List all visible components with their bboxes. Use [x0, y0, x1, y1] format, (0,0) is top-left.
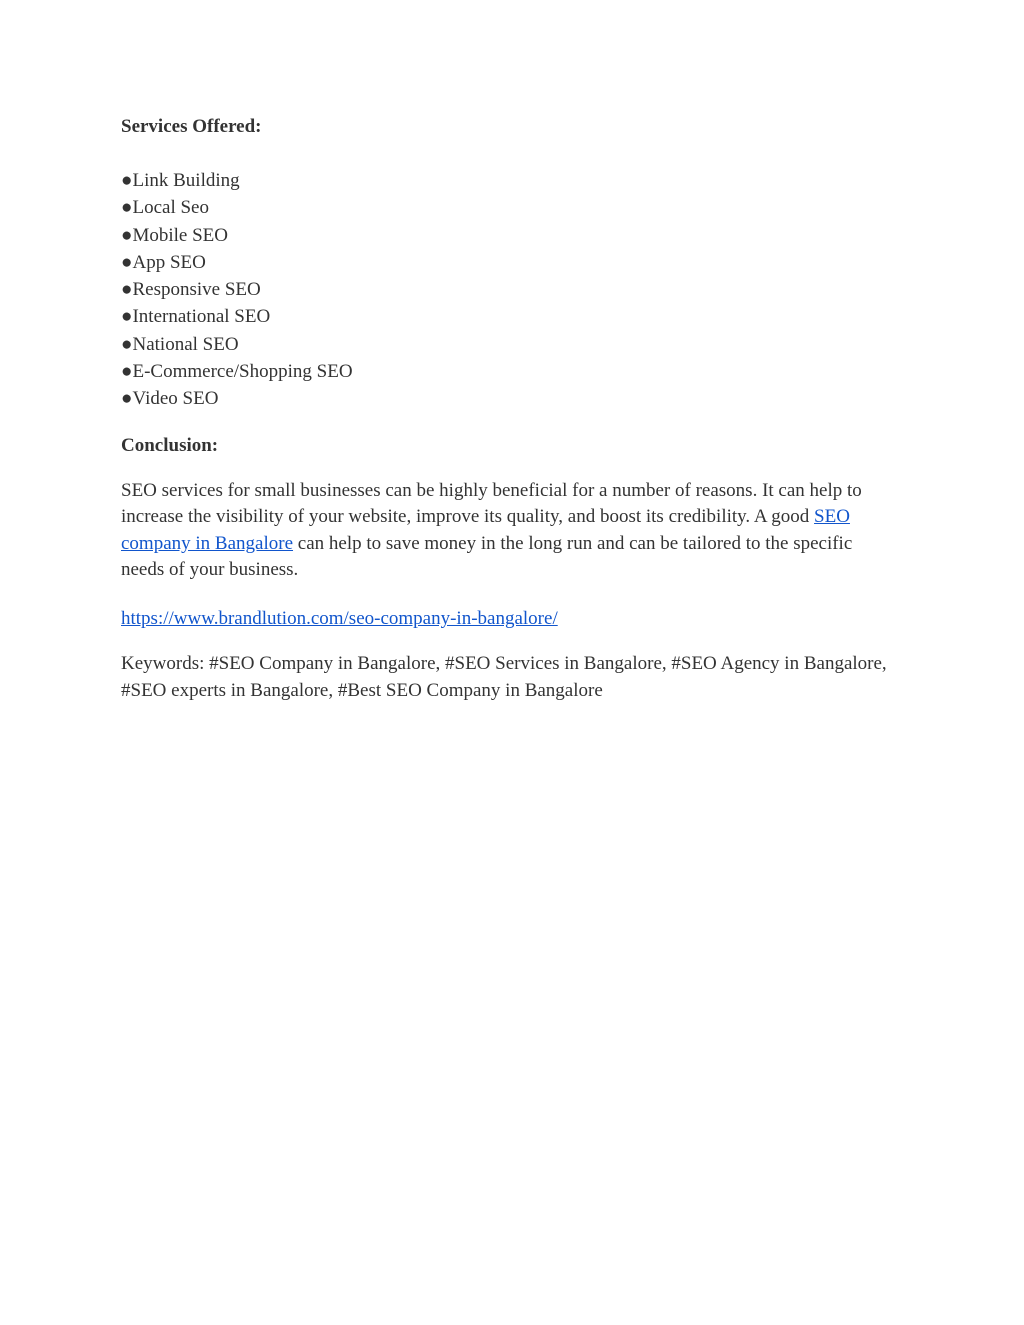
- bullet: ●: [121, 361, 133, 383]
- services-list: [121, 167, 901, 413]
- service-item-label: E-Commerce/Shopping SEO: [132, 361, 353, 383]
- keywords-paragraph: Keywords: #SEO Company in Bangalore, #SEO Services in Bangalore, #SEO Agency in Bangalore, #SEO experts in Bangalore, #Best SEO Company in Bangalore: [121, 653, 887, 701]
- list-item: [121, 249, 901, 276]
- bullet: ●: [121, 224, 133, 246]
- service-item-label: Mobile SEO: [132, 224, 229, 246]
- services-heading: Services Offered:: [121, 116, 262, 137]
- list-item: [121, 167, 901, 194]
- conclusion-heading: Conclusion:: [121, 434, 219, 456]
- company-in-bangalore-link[interactable]: company in Bangalore: [121, 532, 294, 554]
- seo-link[interactable]: SEO: [814, 506, 850, 528]
- conclusion-text-start: SEO services for small businesses can be highly beneficial for a number of reasons. It can help to increase the visibility of your website, improve its quality, and boost its credibility. A good: [121, 479, 862, 528]
- service-item-label: National SEO: [132, 333, 239, 355]
- bullet: ●: [121, 388, 133, 410]
- bullet: ●: [121, 251, 133, 273]
- bullet: ●: [121, 170, 133, 191]
- list-item: [121, 385, 901, 412]
- bullet: ●: [121, 279, 133, 301]
- list-item: [121, 303, 901, 330]
- list-item: [121, 194, 901, 221]
- list-item: [121, 331, 901, 358]
- service-item-label: App SEO: [132, 251, 206, 273]
- conclusion-paragraph: [121, 478, 891, 584]
- service-item-label: International SEO: [132, 306, 271, 328]
- service-item-label: Local Seo: [132, 197, 209, 219]
- service-item-label: Responsive SEO: [132, 279, 261, 301]
- url-line: [121, 605, 901, 632]
- list-item: [121, 358, 901, 385]
- service-item-label: Link Building: [132, 170, 240, 191]
- service-item-label: Video SEO: [132, 388, 219, 410]
- brandlution-url-link[interactable]: https://www.brandlution.com/seo-company-in-bangalore/: [121, 608, 558, 630]
- bullet: ●: [121, 333, 133, 355]
- bullet: ●: [121, 197, 133, 219]
- document-page: [121, 113, 901, 723]
- list-item: [121, 222, 901, 249]
- conclusion-text-end: can help to save money in the long run and can be tailored to the specific needs of your business.: [121, 532, 853, 581]
- bullet: ●: [121, 306, 133, 328]
- list-item: [121, 276, 901, 303]
